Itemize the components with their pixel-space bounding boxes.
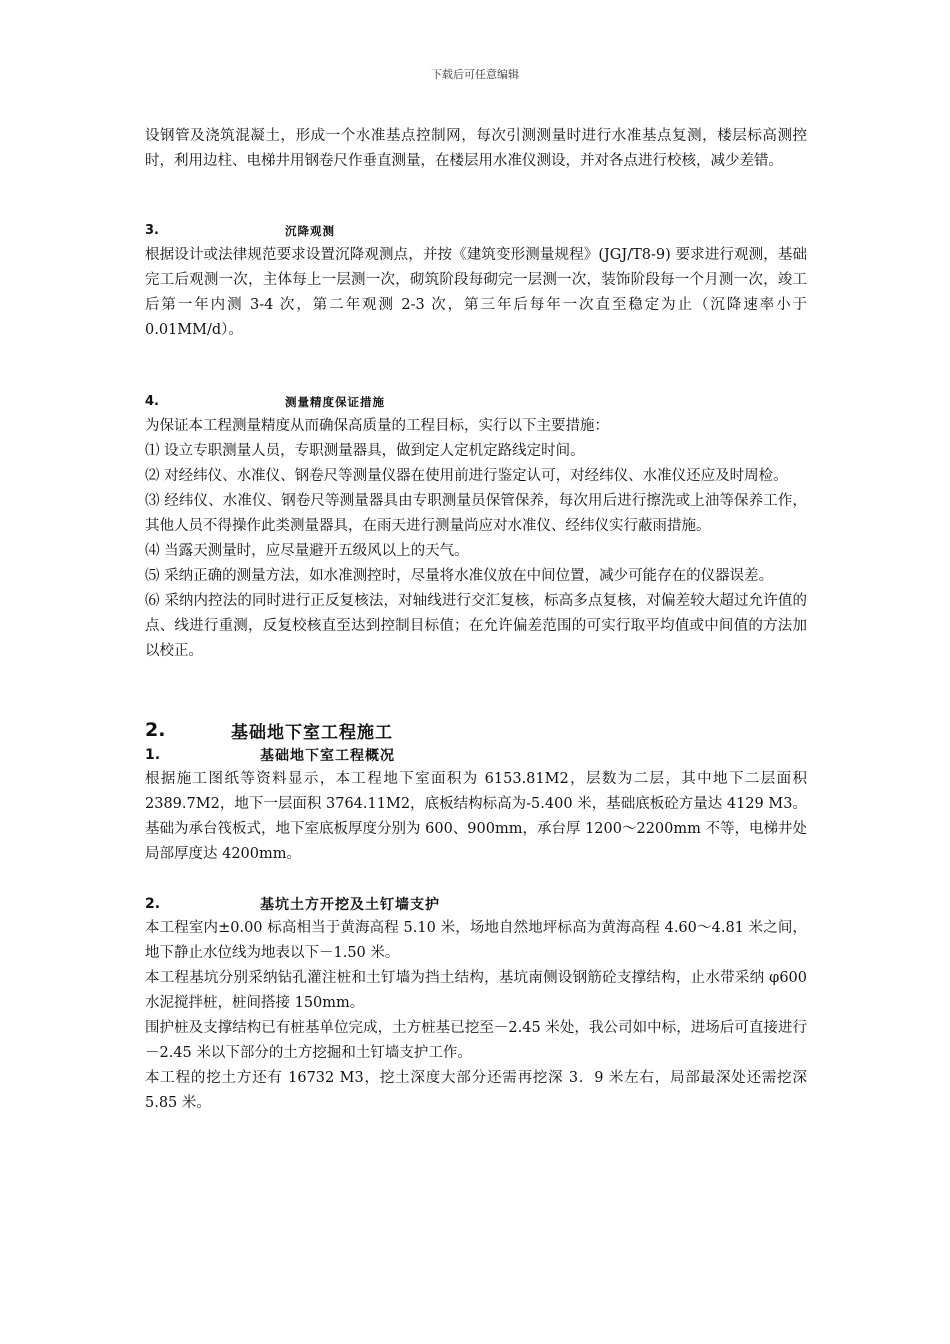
subsection-2-paragraph: 围护桩及支撑结构已有桩基单位完成，土方桩基已挖至－2.45 米处，我公司如中标，进场后可直接进行－2.45 米以下部分的土方挖掘和土钉墙支护工作。 <box>145 1020 807 1061</box>
list-item: ⑵ 对经纬仪、水准仪、钢卷尺等测量仪器在使用前进行鉴定认可，对经纬仪、水准仪还应及时周检。 <box>145 468 788 484</box>
subsection-1-heading <box>145 742 807 767</box>
section-3-heading <box>145 218 807 243</box>
chapter-number: 2. <box>145 719 166 741</box>
chapter-2-heading <box>145 718 807 742</box>
subsection-2-paragraph: 本工程室内±0.00 标高相当于黄海高程 5.10 米，场地自然地坪标高为黄海高程 4.60～4.81 米之间，地下静止水位线为地表以下－1.50 米。 <box>145 920 807 961</box>
subsection-1-paragraph: 根据施工图纸等资料显示，本工程地下室面积为 6153.81M2，层数为二层，其中地下二层面积 2389.7M2，地下一层面积 3764.11M2，底板结构标高为-5.400 米，基础底板砼方量达 4129 M3。基础为承台筏板式，地下室底板厚度分别为 600、900mm，承台厚 1200～2200mm 不等，电梯井处局部厚度达 4200mm。 <box>145 771 807 862</box>
section-title: 沉降观测 <box>285 223 335 238</box>
list-item: ⑹ 采纳内控法的同时进行正反复核法，对轴线进行交汇复核，标高多点复核，对偏差较大超过允许值的点、线进行重测，反复校核直至达到控制目标值；在允许偏差范围的可实行取平均值或中间值的方法加以校正。 <box>145 593 807 659</box>
intro-paragraph: 设钢管及浇筑混凝土，形成一个水准基点控制网，每次引测测量时进行水准基点复测，楼层标高测控时，利用边柱、电梯井用钢卷尺作垂直测量，在楼层用水准仪测设，并对各点进行校核，减少差错。 <box>145 128 807 169</box>
list-item: ⑷ 当露天测量时，应尽量避开五级风以上的天气。 <box>145 543 469 559</box>
subsection-2-paragraph: 本工程基坑分别采纳钻孔灌注桩和土钉墙为挡土结构，基坑南侧设钢筋砼支撑结构，止水带采纳 φ600 水泥搅拌桩，桩间搭接 150mm。 <box>145 970 807 1011</box>
subsection-number: 2. <box>145 895 161 912</box>
subsection-title: 基础地下室工程概况 <box>260 747 395 764</box>
list-item: ⑸ 采纳正确的测量方法，如水准测控时，尽量将水准仪放在中间位置，减少可能存在的仪器误差。 <box>145 568 774 584</box>
section-3-paragraph: 根据设计或法律规范要求设置沉降观测点，并按《建筑变形测量规程》(JGJ/T8-9) 要求进行观测，基础完工后观测一次，主体每上一层测一次，砌筑阶段每砌完一层测一次，装饰阶段每一个月测一次，竣工后第一年内测 3-4 次，第二年观测 2-3 次，第三年后每年一次直至稳定为止（沉降速率小于 0.01MM/d）。 <box>145 247 807 338</box>
list-item: ⑶ 经纬仪、水准仪、钢卷尺等测量器具由专职测量员保管保养，每次用后进行擦洗或上油等保养工作，其他人员不得操作此类测量器具，在雨天进行测量尚应对水准仪、经纬仪实行蔽雨措施。 <box>145 493 807 534</box>
subsection-2-paragraph: 本工程的挖土方还有 16732 M3，挖土深度大部分还需再挖深 3．9 米左右，局部最深处还需挖深 5.85 米。 <box>145 1070 807 1111</box>
subsection-2-heading <box>145 891 807 916</box>
section-number: 3. <box>145 223 159 238</box>
section-number: 4. <box>145 394 159 409</box>
document-body <box>145 124 807 1116</box>
subsection-title: 基坑土方开挖及土钉墙支护 <box>260 896 440 913</box>
section-4-intro: 为保证本工程测量精度从而确保高质量的工程目标，实行以下主要措施： <box>145 418 609 434</box>
section-title: 测量精度保证措施 <box>285 394 385 409</box>
chapter-title: 基础地下室工程施工 <box>231 722 393 743</box>
list-item: ⑴ 设立专职测量人员，专职测量器具，做到定人定机定路线定时间。 <box>145 443 585 459</box>
subsection-number: 1. <box>145 746 161 763</box>
section-4-heading <box>145 389 807 414</box>
page-header: 下载后可任意编辑 <box>431 68 519 81</box>
